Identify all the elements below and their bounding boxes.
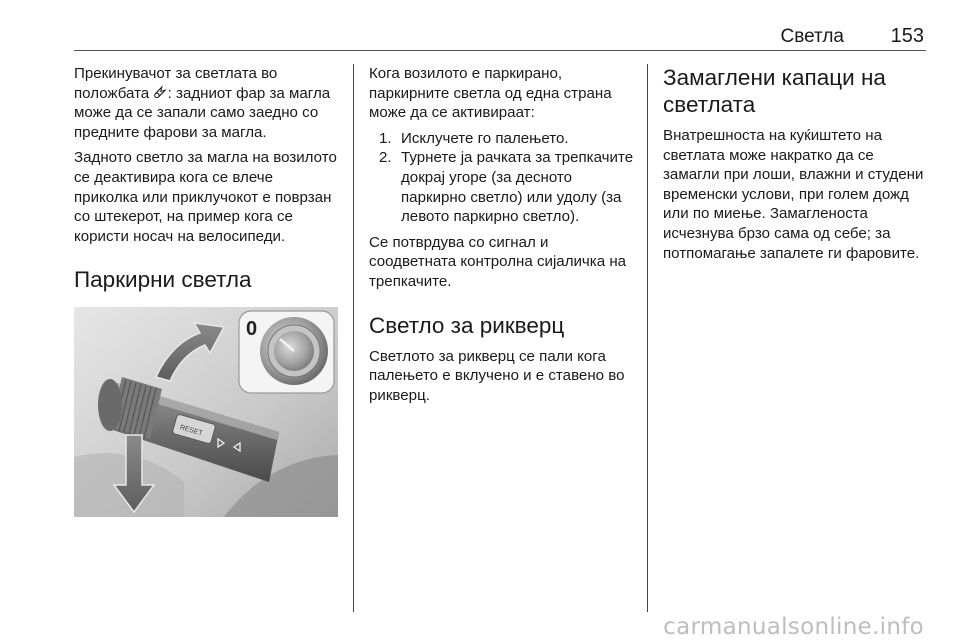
column-right	[663, 64, 931, 269]
paragraph-parking-intro: Кога возилото е паркирано, паркирните светла од една страна може да се активираат:	[369, 65, 612, 122]
column-left	[74, 64, 340, 517]
step-number: 1.	[379, 129, 392, 147]
page-header	[74, 24, 926, 51]
step-text: Исклучете го палењето.	[401, 129, 569, 147]
heading-reversing-light: Светло за рикверц	[369, 312, 565, 338]
list-item	[369, 148, 637, 226]
parking-light-lever-illustration	[74, 307, 338, 517]
column-divider-2	[647, 64, 648, 612]
svg-text:RESET: RESET	[178, 424, 204, 438]
page-number: 153	[890, 25, 924, 47]
paragraph-fogged-covers: Внатрешноста на куќиштето на светлата може накратко да се замагли при лоши, влажни и студени временски услови, при голем дожд или по миење. Замагленоста исчезнува брзо сама од себе; за потпомагање запалете ги фаровите.	[663, 127, 924, 262]
heading-parking-lights: Паркирни светла	[74, 267, 252, 293]
watermark: carmanualsonline.info	[663, 614, 924, 640]
paragraph-reversing-light: Светлото за рикверц се пали кога палењето е вклучено и е ставено во рикверц.	[369, 347, 625, 404]
paragraph-fog-light-switch: Прекинувачот за светлата во положбата 🜸: задниот фар за магла може да се запали само заедно со предните фарови за магла.	[74, 65, 331, 141]
column-middle	[369, 64, 637, 411]
dial-position-label: 0	[246, 318, 258, 341]
section-title: Светла	[780, 26, 844, 47]
paragraph-confirmation: Се потврдува со сигнал и соодветната контролна сијаличка на трепкачите.	[369, 233, 627, 290]
list-item	[369, 129, 637, 149]
column-divider-1	[353, 64, 354, 612]
steps-list	[369, 129, 637, 227]
step-number: 2.	[379, 149, 392, 167]
paragraph-fog-light-trailer: Задното светло за магла на возилото се деактивира кога се влече приколка или приклучокот е поврзан со штекерот, на пример кога се користи носач на велосипеди.	[74, 149, 337, 245]
step-text: Турнете ја рачката за трепкачите докрај угоре (за десното паркирно светло) или удолу (за левото паркирно светло).	[401, 149, 634, 226]
heading-fogged-covers: Замаглени капаци на светлата	[663, 65, 886, 117]
